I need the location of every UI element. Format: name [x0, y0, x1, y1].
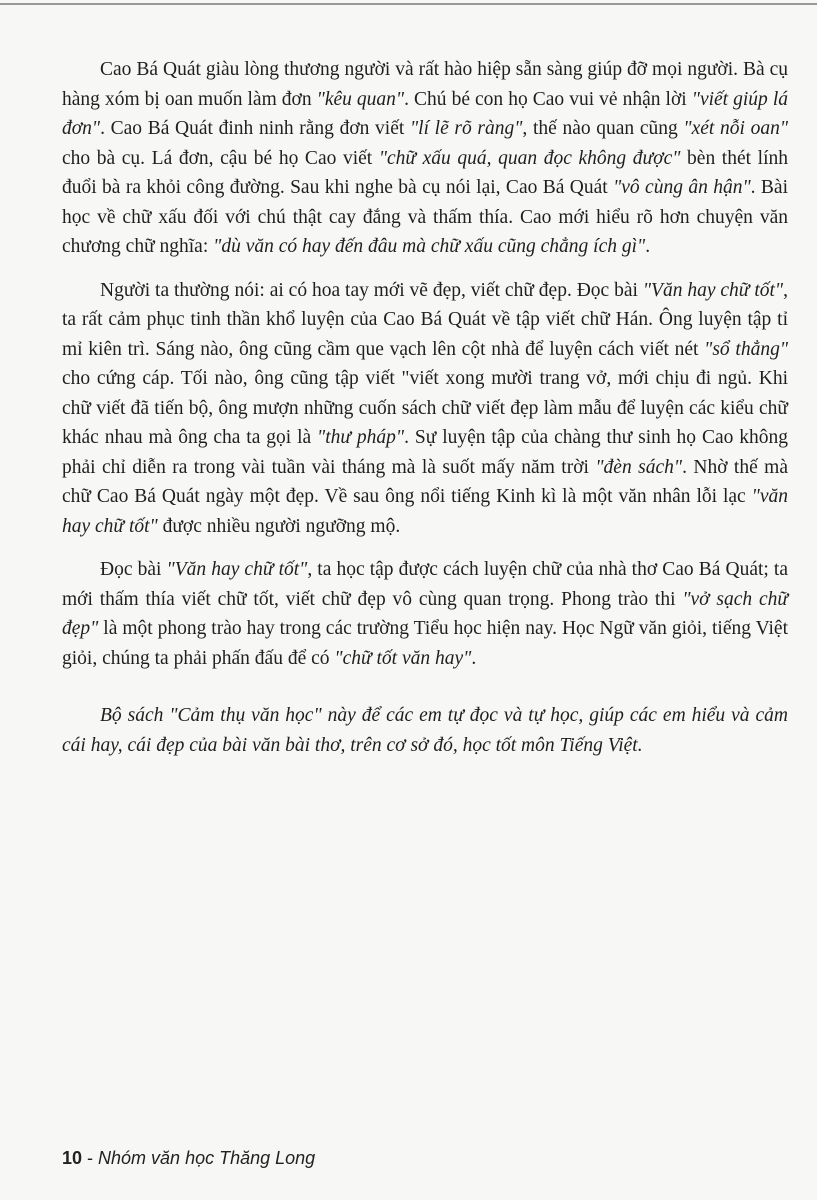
text-run: , ta học tập được cách luyện chữ của nhà thơ Cao Bá Quát; ta mới thấm thía viết chữ tốt, viết chữ đẹp vô cùng quan trọng. Phong trào thi	[62, 559, 788, 610]
quoted-phrase: "vở sạch chữ đẹp"	[62, 588, 788, 639]
closing-paragraph: Bộ sách "Cảm thụ văn học" này để các em tự đọc và tự học, giúp các em hiểu và cảm cái hay, cái đẹp của bài văn bài thơ, trên cơ sở đó, học tốt môn Tiếng Việt.	[62, 705, 788, 756]
quoted-phrase: "Văn hay chữ tốt"	[166, 559, 308, 580]
quoted-phrase: "dù văn có hay đến đâu mà chữ xấu cũng chẳng ích gì"	[213, 236, 646, 257]
top-edge-rule	[0, 3, 817, 5]
quoted-phrase: "xét nỗi oan"	[683, 118, 789, 139]
text-run: Đọc bài	[100, 559, 167, 580]
page-number: 10	[62, 1148, 83, 1168]
paragraph-1	[62, 55, 788, 262]
paragraph-3	[62, 555, 788, 673]
body-text	[62, 55, 788, 774]
text-run: được nhiều người ngưỡng mộ.	[157, 515, 401, 537]
quoted-phrase: "Văn hay chữ tốt"	[642, 279, 784, 301]
paragraph-2	[62, 276, 788, 542]
text-run: . Chú bé con họ Cao vui vẻ nhận lời	[404, 88, 692, 110]
quoted-phrase: "kêu quan"	[316, 88, 405, 110]
text-run: . Bài học về chữ xấu đối với chú thật cay đắng và thấm thía. Cao mới hiểu rõ hơn chuyện văn chương chữ nghĩa:	[62, 177, 788, 257]
quoted-phrase: "chữ tốt văn hay"	[334, 647, 472, 669]
text-run: cho bà cụ. Lá đơn, cậu bé họ Cao viết	[62, 147, 379, 169]
text-run: là một phong trào hay trong các trường Tiểu học hiện nay. Học Ngữ văn giỏi, tiếng Việt giỏi, chúng ta phải phấn đấu để có	[62, 618, 788, 669]
quoted-phrase: "sổ thẳng"	[704, 338, 789, 360]
text-run: .	[645, 236, 651, 257]
footer-separator: -	[82, 1148, 99, 1168]
book-title: Nhóm văn học Thăng Long	[98, 1148, 316, 1168]
quoted-phrase: "văn hay chữ tốt"	[62, 486, 788, 537]
text-run: , ta rất cảm phục tinh thần khổ luyện của Cao Bá Quát về tập viết chữ Hán. Ông luyện tập tỉ mỉ kiên trì. Sáng nào, ông cũng cầm que vạch lên cột nhà để luyện cách viết nét	[62, 279, 788, 360]
text-run: bèn thét lính đuổi bà ra khỏi công đường. Sau khi nghe bà cụ nói lại, Cao Bá Quát	[62, 147, 788, 198]
quoted-phrase: "chữ xấu quá, quan đọc không được"	[378, 147, 681, 169]
quoted-phrase: "thư pháp"	[317, 427, 405, 448]
quoted-phrase: "lí lẽ rõ ràng"	[409, 118, 523, 139]
text-run: . Cao Bá Quát đinh ninh rằng đơn viết	[100, 118, 410, 139]
text-run: .	[471, 647, 477, 669]
text-run: , thế nào quan cũng	[522, 118, 684, 139]
text-run: Cao Bá Quát giàu lòng thương người và rất hào hiệp sẵn sàng giúp đỡ mọi người. Bà cụ hàng xóm bị oan muốn làm đơn	[62, 59, 788, 110]
text-run: Người ta thường nói: ai có hoa tay mới vẽ đẹp, viết chữ đẹp. Đọc bài	[100, 279, 643, 301]
quoted-phrase: "viết giúp lá đơn"	[62, 88, 788, 139]
quoted-phrase: "đèn sách"	[595, 456, 683, 478]
text-run: cho cứng cáp. Tối nào, ông cũng tập viết "viết xong mười trang vở, mới chịu đi ngủ. Khi chữ viết đã tiến bộ, ông mượn những cuốn sách chữ viết đẹp làm mẫu để luyện các kiểu chữ khác nhau mà ông cha ta gọi là	[62, 368, 788, 448]
quoted-phrase: "vô cùng ân hận"	[613, 177, 751, 198]
text-run: . Sự luyện tập của chàng thư sinh họ Cao không phải chỉ diễn ra trong vài tuần vài tháng mà là suốt mấy năm trời	[62, 427, 788, 478]
page-footer	[62, 1148, 315, 1169]
text-run: . Nhờ thế mà chữ Cao Bá Quát ngày một đẹp. Về sau ông nổi tiếng Kinh kì là một văn nhân lỗi lạc	[62, 456, 788, 507]
